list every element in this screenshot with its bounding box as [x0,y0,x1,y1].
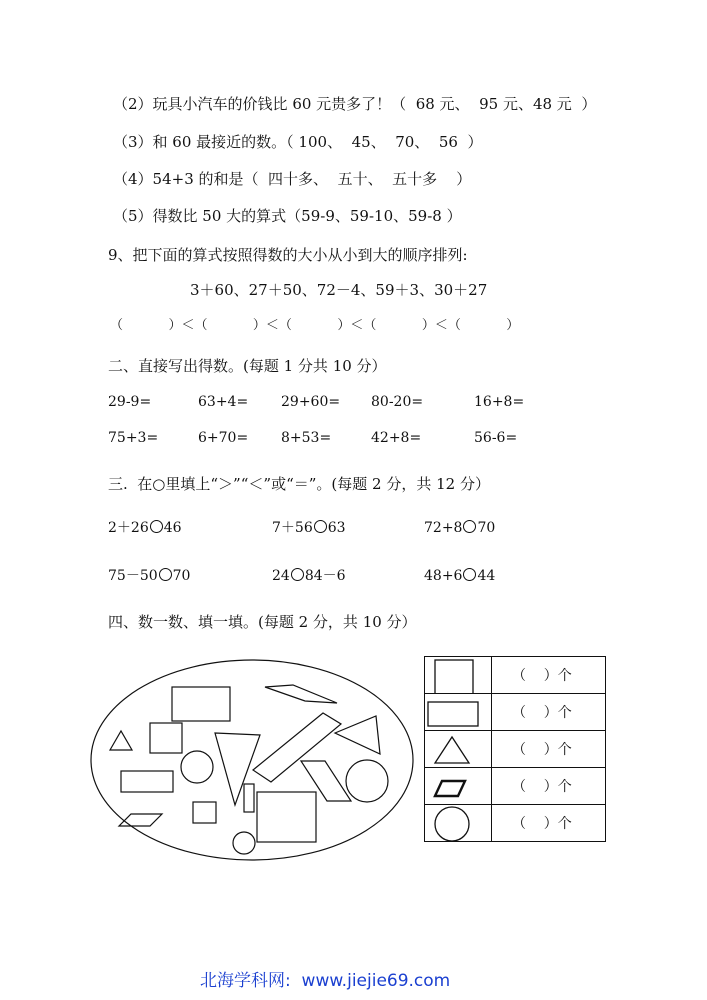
parallelogram-shape [265,685,337,703]
parallelogram-shape [253,713,341,782]
calc-item: 75+3= [108,430,159,446]
table-row [425,657,606,694]
shapes-figure [85,655,415,865]
calc-item: 42+8= [371,430,422,446]
calc-item: 16+8= [474,394,525,410]
circle-shape [233,832,255,854]
footer-website: 北海学科网: www.jiejie69.com [200,971,451,991]
q9-title: 9、把下面的算式按照得数的大小从小到大的顺序排列: [108,246,468,264]
q9-expressions: 3＋60、27＋50、72－4、59＋3、30＋27 [190,281,488,299]
answer-blank[interactable]: （ ）个 [492,694,606,731]
question-2: （2）玩具小汽车的价钱比 60 元贵多了！（ 68 元、 95 元、48 元 ） [113,95,597,113]
table-row [425,694,606,731]
compare-item: 24 84－6 [272,568,346,584]
table-row [425,731,606,768]
blank-circle-icon[interactable] [159,568,172,581]
table-row [425,768,606,805]
question-4: （4）54+3 的和是（ 四十多、 五十、 五十多 ） [113,170,472,188]
square-shape [257,792,316,842]
circle-shape [181,751,213,783]
section4-title: 四、数一数、填一填。(每题 2 分，共 10 分） [108,613,417,631]
parallelogram-shape [301,761,351,801]
answer-blank[interactable]: （ ）个 [492,805,606,842]
blank-circle-icon[interactable] [463,568,476,581]
parallelogram-shape [119,814,162,826]
section2-title: 二、直接写出得数。(每题 1 分共 10 分） [108,357,387,375]
calc-item: 6+70= [198,430,249,446]
counting-table [424,656,606,842]
calc-item: 63+4= [198,394,249,410]
answer-blank[interactable]: （ ）个 [492,657,606,694]
compare-item: 72+8 70 [424,520,496,536]
calc-item: 29-9= [108,394,152,410]
calc-item: 56-6= [474,430,518,446]
blank-circle-icon[interactable] [150,520,163,533]
circle-icon [425,805,492,842]
square-icon [425,657,492,694]
rectangle-icon [425,694,492,731]
triangle-shape [215,733,260,805]
section3-title: 三. 在○里填上“＞”“＜”或“＝”。(每题 2 分，共 12 分） [108,475,490,493]
answer-blank[interactable]: （ ）个 [492,768,606,805]
blank-circle-icon[interactable] [463,520,476,533]
triangle-shape [110,731,132,750]
triangle-shape [335,716,380,754]
rectangle-shape [121,771,173,792]
answer-blank[interactable]: （ ）个 [492,731,606,768]
parallelogram-icon [425,768,492,805]
calc-item: 80-20= [371,394,424,410]
compare-item: 2＋26 46 [108,520,182,536]
question-5: （5）得数比 50 大的算式（59-9、59-10、59-8 ） [113,207,462,225]
table-row [425,805,606,842]
q9-blanks: （ ）＜（ ）＜（ ）＜（ ）＜（ ） [110,318,520,333]
rectangle-shape [172,687,230,721]
square-shape [150,723,182,753]
triangle-icon [425,731,492,768]
blank-circle-icon[interactable] [314,520,327,533]
circle-shape [346,760,388,802]
calc-item: 8+53= [281,430,332,446]
blank-circle-icon[interactable] [291,568,304,581]
compare-item: 7＋56 63 [272,520,346,536]
question-3: （3）和 60 最接近的数。（ 100、 45、 70、 56 ） [113,133,483,151]
rectangle-shape [244,784,254,812]
compare-item: 48+6 44 [424,568,496,584]
square-shape [193,802,216,823]
calc-item: 29+60= [281,394,341,410]
compare-item: 75－50 70 [108,568,191,584]
